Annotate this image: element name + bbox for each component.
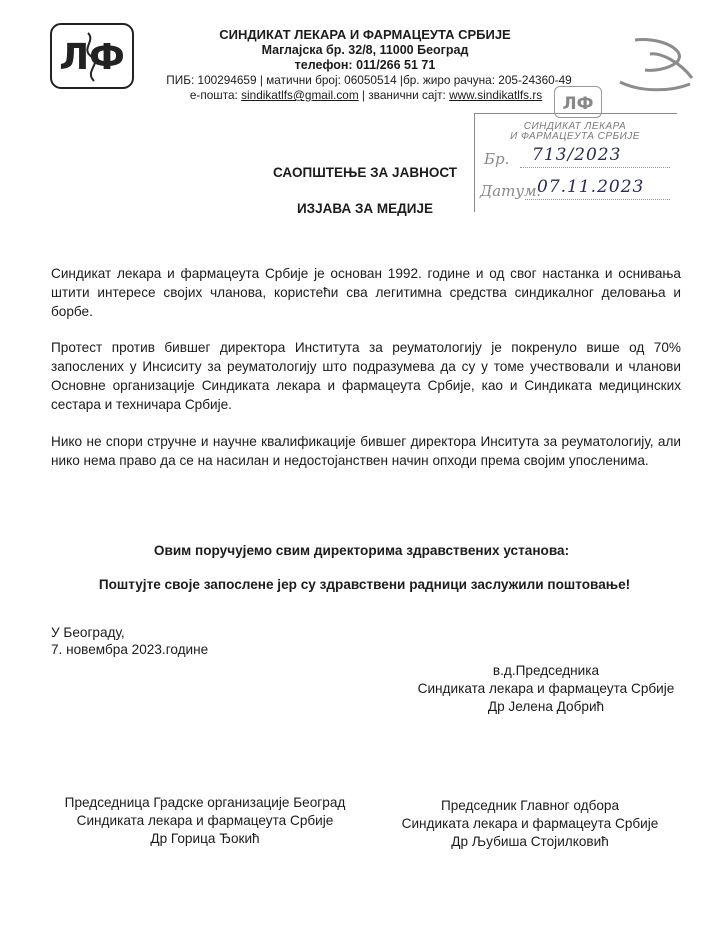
org-ids: ПИБ: 100294659 | матични број: 06050514 |бр. жиро рачуна: 205-24360-49 [166, 73, 572, 87]
signature-main-line1: в.д.Председника [492, 663, 600, 678]
signature-main-line3: Др Јелена Добрић [487, 699, 605, 714]
stamp-date-value: 07.11.2023 [537, 177, 645, 197]
signature-main-line2: Синдиката лекара и фармацеута Србије [417, 681, 675, 696]
stamp-logo [554, 86, 602, 118]
paragraph-1: Синдикат лекара и фармацеута Србије је основан 1992. године и од свог настанка и оснивања штити интересе својих чланова, користећи сва легитимна средства синдикалног деловања и борбе. [51, 266, 681, 319]
email-label: е-пошта: [189, 88, 242, 102]
signature-left-line3: Др Горица Ђокић [150, 831, 260, 846]
paragraph-3: Нико не спори стручне и научне квалификације бившег директора Инситута за реуматологију, али нико нема право да се на насилан и недостојанствен начин опходи према својим упосленима. [51, 434, 681, 468]
message-line-2: Поштујте своје запослене јер су здравствени радници заслужили поштовање! [98, 577, 631, 592]
org-phone: телефон: 011/266 51 71 [294, 58, 436, 72]
document-date: 7. новембра 2023.године [51, 642, 209, 657]
stamp-divider-2 [525, 199, 670, 200]
org-address: Маглајска бр. 32/8, 11000 Београд [261, 43, 469, 57]
web-label: | званични сајт: [358, 88, 450, 102]
signature-right-line2: Синдиката лекара и фармацеута Србије [401, 816, 659, 831]
stamp-mark [600, 32, 695, 102]
message-line-1: Овим поручујемо свим директорима здравствених установа: [153, 543, 570, 558]
org-name: СИНДИКАТ ЛЕКАРА И ФАРМАЦЕУТА СРБИЈЕ [219, 27, 511, 42]
email-link[interactable]: sindikatlfs@gmail.com [241, 88, 359, 102]
signature-right-line1: Председник Главног одбора [440, 798, 620, 813]
page-title: САОПШТЕЊЕ ЗА ЈАВНОСТ [273, 165, 457, 180]
union-logo [50, 23, 134, 89]
logo-lettering: ЛФ [59, 37, 125, 78]
stamp-divider [520, 167, 670, 168]
stamp-number-value: 713/2023 [532, 145, 622, 165]
place: У Београду, [51, 625, 125, 640]
stamp-date-label: Датум: [480, 182, 542, 200]
signature-left-line1: Председница Градске организације Београд [64, 795, 346, 810]
stamp-logo-lettering: ЛФ [562, 94, 594, 114]
website-link[interactable]: www.sindikatlfs.rs [449, 88, 543, 102]
stamp-org-line2: И ФАРМАЦЕУТА СРБИЈЕ [510, 131, 640, 142]
signature-right-line3: Др Љубиша Стојилковић [451, 834, 609, 849]
paragraph-2: Протест против бившег директора Института за реуматологију је покренуло више од 70% запослених у Инсиситу за реуматологију што подразумева да су у томе учествовали и чланови Основне организације Синдиката лекара и фармацеута Србије, као и Синдиката медицинских сестара и техничара Србије. [51, 340, 681, 412]
signature-left-line2: Синдиката лекара и фармацеута Србије [76, 813, 334, 828]
stamp-org-line1: СИНДИКАТ ЛЕКАРА [523, 121, 627, 132]
org-contacts [146, 88, 586, 103]
stamp-number-label: Бр. [484, 150, 510, 168]
page-subtitle: ИЗЈАВА ЗА МЕДИЈЕ [296, 201, 434, 216]
